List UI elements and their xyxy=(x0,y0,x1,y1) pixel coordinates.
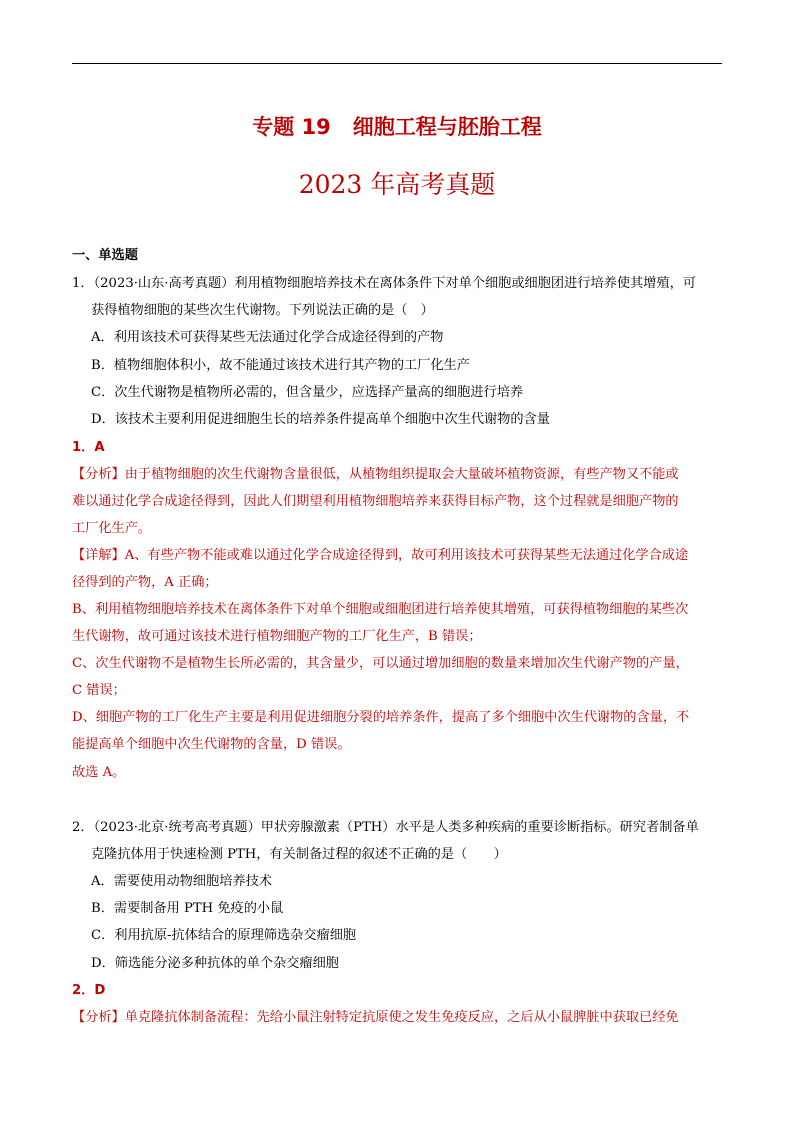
q1-explanation-line: C 错误； xyxy=(72,683,126,698)
q1-stem-line1: 1．（2023·山东·高考真题）利用植物细胞培养技术在离体条件下对单个细胞或细胞团进行培养使其增殖，可 xyxy=(72,276,696,291)
q2-option-c: C．利用抗原-抗体结合的原理筛选杂交瘤细胞 xyxy=(91,928,357,943)
page-subtitle: 2023 年高考真题 xyxy=(298,170,496,199)
q2-stem-line2: 克隆抗体用于快速检测 PTH，有关制备过程的叙述不正确的是（ ） xyxy=(91,847,507,862)
title-name: 细胞工程与胚胎工程 xyxy=(352,115,542,139)
q1-explanation-line: C、次生代谢物不是植物生长所必需的，其含量少，可以通过增加细胞的数量来增加次生代谢产物的产量， xyxy=(72,656,689,671)
q1-option-b: B．植物细胞体积小，故不能通过该技术进行其产物的工厂化生产 xyxy=(91,358,470,373)
section-heading: 一、单选题 xyxy=(72,248,138,263)
q1-explanation-line: 径得到的产物，A 正确； xyxy=(72,575,218,590)
q1-answer: 1．A xyxy=(72,440,105,455)
q1-explanation-line: B、利用植物细胞培养技术在离体条件下对单个细胞或细胞团进行培养使其增殖，可获得植物细胞的某些次 xyxy=(72,602,689,617)
q1-explanation-line: 故选 A。 xyxy=(72,765,126,780)
q2-explanation-line: 【分析】单克隆抗体制备流程：先给小鼠注射特定抗原使之发生免疫反应，之后从小鼠脾脏中获取已经免 xyxy=(72,1010,679,1025)
q1-option-c: C．次生代谢物是植物所必需的，但含量少，应选择产量高的细胞进行培养 xyxy=(91,385,524,400)
q1-stem-line2: 获得植物细胞的某些次生代谢物。下列说法正确的是（ ） xyxy=(91,303,434,318)
q1-option-a: A．利用该技术可获得某些无法通过化学合成途径得到的产物 xyxy=(91,330,444,345)
q1-explanation-line: 难以通过化学合成途径得到，因此人们期望利用植物细胞培养来获得目标产物，这个过程就是细胞产物的 xyxy=(72,494,679,509)
q1-explanation-line: D、细胞产物的工厂化生产主要是利用促进细胞分裂的培养条件，提高了多个细胞中次生代谢物的含量，不 xyxy=(72,710,690,725)
q1-explanation-line: 生代谢物，故可通过该技术进行植物细胞产物的工厂化生产，B 错误； xyxy=(72,629,482,644)
header-rule xyxy=(72,63,722,64)
q1-explanation-line: 能提高单个细胞中次生代谢物的含量，D 错误。 xyxy=(72,737,351,752)
q2-stem-line1: 2．（2023·北京·统考高考真题）甲状旁腺激素（PTH）水平是人类多种疾病的重要诊断指标。研究者制备单 xyxy=(72,820,699,835)
q2-option-b: B．需要制备用 PTH 免疫的小鼠 xyxy=(91,901,284,916)
q1-option-d: D．该技术主要利用促进细胞生长的培养条件提高单个细胞中次生代谢物的含量 xyxy=(91,412,550,427)
title-topic: 专题 19 xyxy=(252,115,331,139)
q1-explanation-line: 工厂化生产。 xyxy=(72,521,152,536)
q2-option-a: A．需要使用动物细胞培养技术 xyxy=(91,874,272,889)
page-title xyxy=(0,113,794,141)
q2-option-d: D．筛选能分泌多种抗体的单个杂交瘤细胞 xyxy=(91,956,339,971)
q2-answer: 2．D xyxy=(72,983,106,998)
q1-explanation-line: 【分析】由于植物细胞的次生代谢物含量很低，从植物组织提取会大量破坏植物资源，有些产物又不能或 xyxy=(72,467,679,482)
q1-explanation-line: 【详解】A、有些产物不能或难以通过化学合成途径得到，故可利用该技术可获得某些无法通过化学合成途 xyxy=(72,548,689,563)
